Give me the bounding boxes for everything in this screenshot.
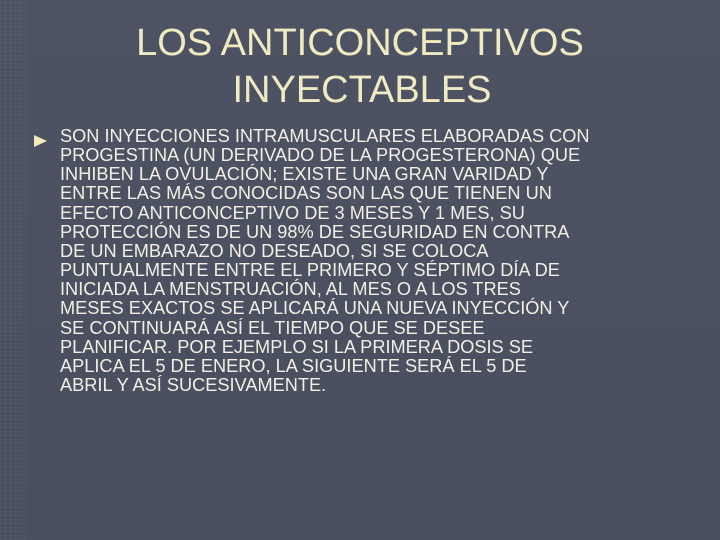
triangle-bullet-icon <box>34 135 47 147</box>
title-line-1: LOS ANTICONCEPTIVOS <box>136 22 584 64</box>
slide-title <box>0 20 720 114</box>
title-line-2: INYECTABLES <box>232 69 492 111</box>
bullet-text: SON INYECCIONES INTRAMUSCULARES ELABORADAS CON PROGESTINA (UN DERIVADO DE LA PROGESTERONA) QUE INHIBEN LA OVULACIÓN; EXISTE UNA GRAN VARIDAD Y ENTRE LAS MÁS CONOCIDAS SON LAS QUE TIENEN UN EFECTO ANTICONCEPTIVO DE 3 MESES Y 1 MES, SU PROTECCIÓN ES DE UN 98% DE SEGURIDAD EN CONTRA DE UN EMBARAZO NO DESEADO, SI SE COLOCA PUNTUALMENTE ENTRE EL PRIMERO Y SÉPTIMO DÍA DE INICIADA LA MENSTRUACIÓN, AL MES O A LOS TRES MESES EXACTOS SE APLICARÁ UNA NUEVA INYECCIÓN Y SE CONTINUARÁ ASÍ EL TIEMPO QUE SE DESEE PLANIFICAR. POR EJEMPLO SI LA PRIMERA DOSIS SE APLICA EL 5 DE ENERO, LA SIGUIENTE SERÁ EL 5 DE ABRIL Y ASÍ SUCESIVAMENTE. <box>60 126 590 396</box>
